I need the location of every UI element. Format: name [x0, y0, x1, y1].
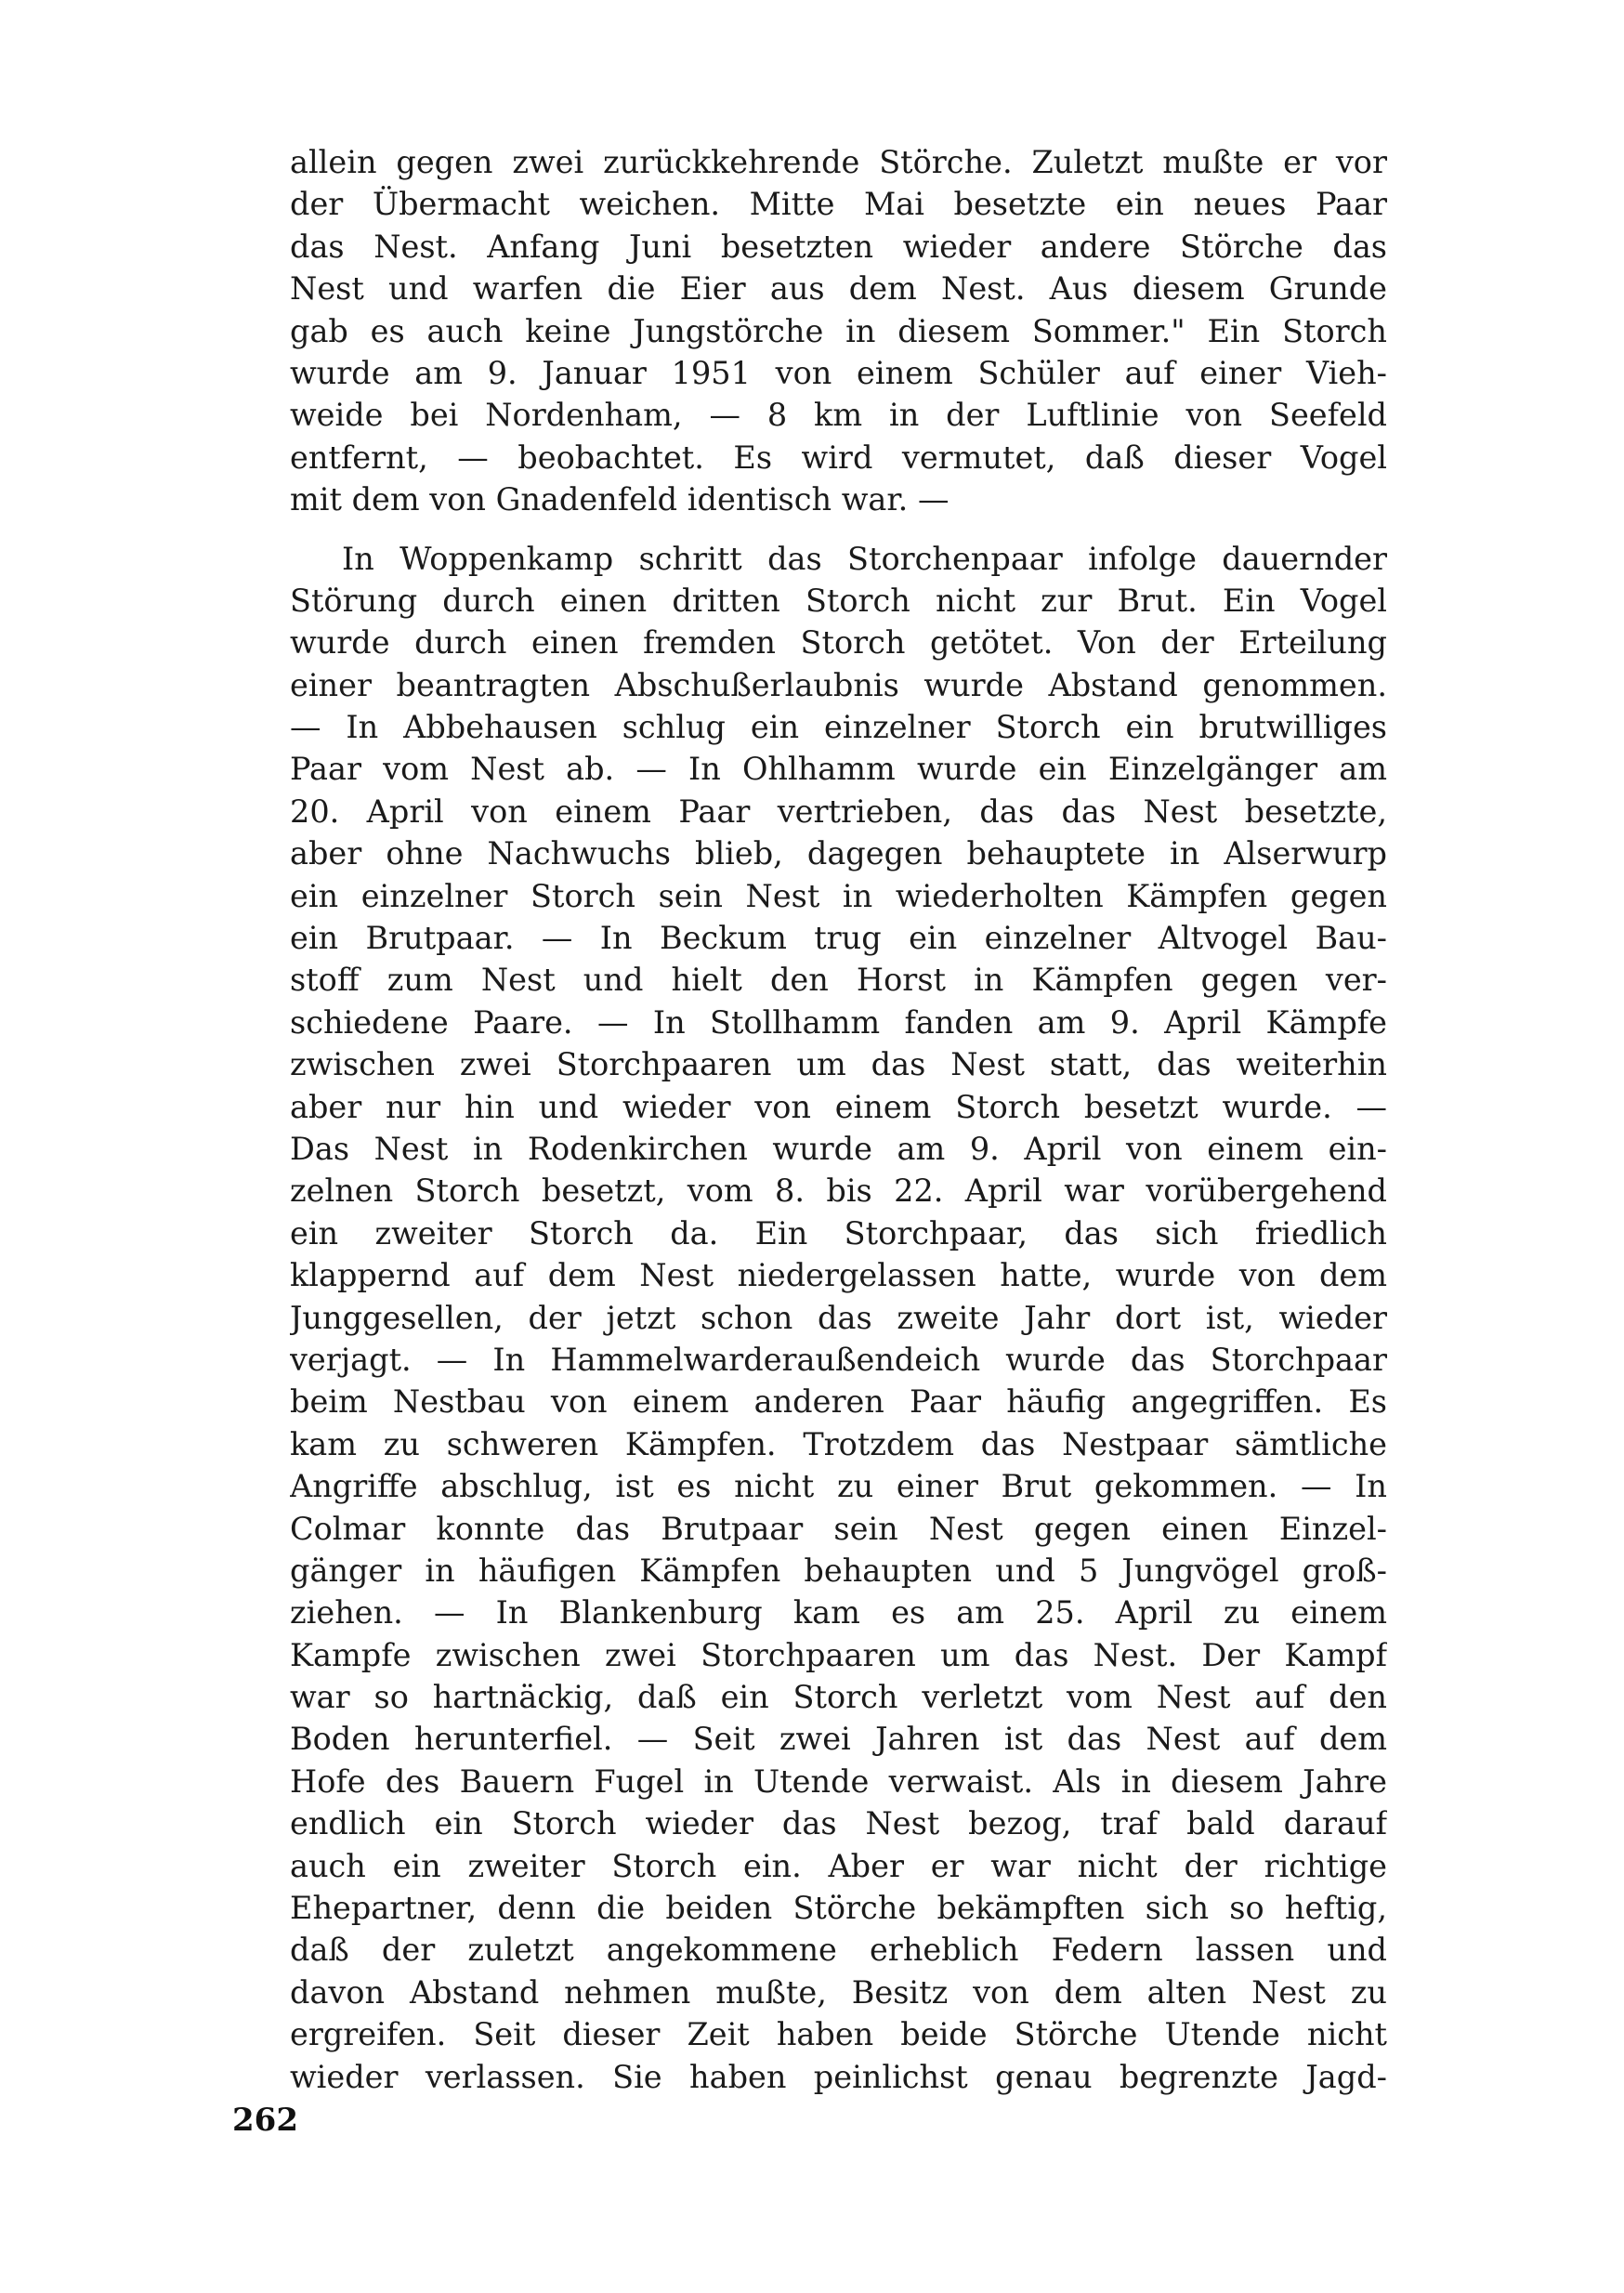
text-line: — In Abbehausen schlug ein einzelner Storch ein brutwilliges [290, 709, 1387, 746]
text-line: Colmar konnte das Brutpaar sein Nest gegen einen Einzel- [290, 1510, 1387, 1547]
text-line: ergreifen. Seit dieser Zeit haben beide Störche Utende nicht [290, 2016, 1387, 2053]
text-line: der Übermacht weichen. Mitte Mai besetzte ein neues Paar [290, 186, 1387, 223]
text-line: aber nur hin und wieder von einem Storch besetzt wurde. — [290, 1088, 1387, 1125]
text-line: Ehepartner, denn die beiden Störche bekämpften sich so heftig, [290, 1890, 1387, 1927]
text-line: war so hartnäckig, daß ein Storch verletzt vom Nest auf den [290, 1679, 1387, 1716]
text-line: Hofe des Bauern Fugel in Utende verwaist. Als in diesem Jahre [290, 1762, 1387, 1800]
text-line: zwischen zwei Storchpaaren um das Nest statt, das weiterhin [290, 1046, 1387, 1083]
text-line: allein gegen zwei zurückkehrende Störche. Zuletzt mußte er vor [290, 144, 1387, 180]
text-line: schiedene Paare. — In Stollhamm fanden am 9. April Kämpfe [290, 1003, 1387, 1041]
body-text [290, 141, 1387, 2098]
text-line: wieder verlassen. Sie haben peinlichst genau begrenzte Jagd- [290, 2058, 1387, 2095]
text-line: ein einzelner Storch sein Nest in wiederholten Kämpfen gegen [290, 877, 1387, 914]
text-line: Kampfe zwischen zwei Storchpaaren um das Nest. Der Kampf [290, 1636, 1387, 1673]
paragraph-1 [290, 141, 1387, 521]
text-line: gab es auch keine Jungstörche in diesem Sommer." Ein Storch [290, 312, 1387, 349]
page-number: 262 [232, 2102, 298, 2139]
text-line: ein Brutpaar. — In Beckum trug ein einzelner Altvogel Bau- [290, 920, 1387, 957]
text-line: Störung durch einen dritten Storch nicht zur Brut. Ein Vogel [290, 582, 1387, 619]
text-line: entfernt, — beobachtet. Es wird vermutet, daß dieser Vogel [290, 439, 1387, 476]
text-line: weide bei Nordenham, — 8 km in der Luftlinie von Seefeld [290, 397, 1387, 434]
text-line: Boden herunterfiel. — Seit zwei Jahren ist das Nest auf dem [290, 1721, 1387, 1758]
text-line: mit dem von Gnadenfeld identisch war. — [290, 481, 950, 518]
text-line: auch ein zweiter Storch ein. Aber er war nicht der richtige [290, 1847, 1387, 1884]
text-line: endlich ein Storch wieder das Nest bezog, traf bald darauf [290, 1805, 1387, 1842]
text-line: ziehen. — In Blankenburg kam es am 25. April zu einem [290, 1594, 1387, 1631]
text-line: Angriffe abschlug, ist es nicht zu einer Brut gekommen. — In [290, 1468, 1387, 1505]
text-line: 20. April von einem Paar vertrieben, das das Nest besetzte, [290, 793, 1387, 830]
text-line: In Woppenkamp schritt das Storchenpaar infolge dauernder [342, 540, 1387, 577]
text-line: verjagt. — In Hammelwarderaußendeich wurde das Storchpaar [290, 1341, 1387, 1378]
text-line: Nest und warfen die Eier aus dem Nest. Aus diesem Grunde [290, 270, 1387, 308]
text-line: klappernd auf dem Nest niedergelassen hatte, wurde von dem [290, 1257, 1387, 1294]
text-line: beim Nestbau von einem anderen Paar häufig angegriffen. Es [290, 1383, 1387, 1421]
text-line: Das Nest in Rodenkirchen wurde am 9. April von einem ein- [290, 1130, 1387, 1167]
text-line: stoff zum Nest und hielt den Horst in Kämpfen gegen ver- [290, 962, 1387, 999]
text-line: zelnen Storch besetzt, vom 8. bis 22. April war vorübergehend [290, 1173, 1387, 1210]
text-line: Junggesellen, der jetzt schon das zweite Jahr dort ist, wieder [290, 1299, 1387, 1336]
text-line: daß der zuletzt angekommene erheblich Federn lassen und [290, 1932, 1387, 1969]
text-line: gänger in häufigen Kämpfen behaupten und 5 Jungvögel groß- [290, 1552, 1387, 1589]
text-line: das Nest. Anfang Juni besetzten wieder andere Störche das [290, 228, 1387, 265]
text-line: wurde durch einen fremden Storch getötet. Von der Erteilung [290, 624, 1387, 662]
text-line: einer beantragten Abschußerlaubnis wurde Abstand genommen. [290, 666, 1387, 703]
text-line: davon Abstand nehmen mußte, Besitz von dem alten Nest zu [290, 1973, 1387, 2011]
text-line: kam zu schweren Kämpfen. Trotzdem das Nestpaar sämtliche [290, 1425, 1387, 1462]
text-line: ein zweiter Storch da. Ein Storchpaar, das sich friedlich [290, 1214, 1387, 1251]
text-line: aber ohne Nachwuchs blieb, dagegen behauptete in Alserwurp [290, 835, 1387, 872]
text-line: wurde am 9. Januar 1951 von einem Schüler auf einer Vieh- [290, 354, 1387, 391]
text-line: Paar vom Nest ab. — In Ohlhamm wurde ein Einzelgänger am [290, 751, 1387, 788]
paragraph-2 [290, 538, 1387, 2098]
